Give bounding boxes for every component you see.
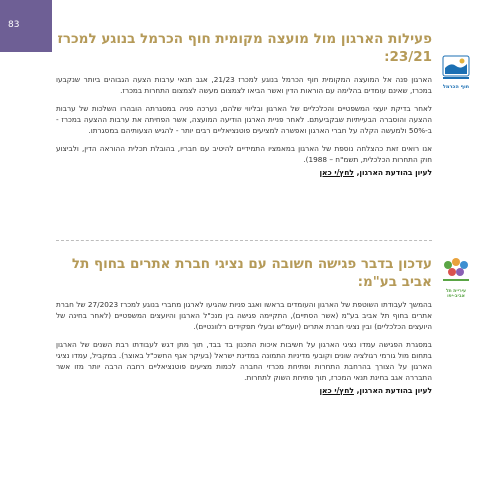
- read-more-prefix: לעיון בהודעת הארגון,: [353, 168, 432, 177]
- page-number: 83: [8, 20, 20, 30]
- article-tel-aviv-beach: [56, 255, 432, 395]
- read-more-line: [56, 168, 432, 177]
- article-paragraph: במסגרת הפגישה עמדו נציגי הארגון על חשיבות איכות התכנון בד בבד, תוך מתן דגש לעבודתו רבת השנים של הארגון בתחום מול גורמי רגולציה שונים וקובעי מדיניות התמונה במדינת ישראל (בעיקר אגף החשכ"ל באוצר). במקביל, עמדו נציגי הארגון על הצורך בהרחבת התחרות ופתיחת מכרזי החברה לכמות מציעים פוטנציאליים רחבה הרבה יותר מזו אשר התבררה אגב בחינת תנאי המכרז, תוך פתיחת השוק לתחרות.: [56, 340, 432, 382]
- article-paragraph: אנו רואים זאת כהצלחה נוספת של הארגון במאמציו התמידיים להיטיב עם חבריו, בהובלת תכלית ההוראה הדין, ולביצוע חוק התחרות הכלכלית, תשמ"ח – 1988).: [56, 144, 432, 164]
- hof-hacarmel-logo-text: חוף הכרמל: [442, 84, 470, 90]
- tel-aviv-logo-icon: [439, 255, 473, 299]
- read-more-link[interactable]: לחץ/י כאן: [319, 386, 354, 395]
- article-hof-hacarmel: [56, 30, 432, 177]
- read-more-link[interactable]: לחץ/י כאן: [319, 168, 354, 177]
- page-tab: [0, 0, 52, 52]
- article-paragraph: לאחר בדיקת יועצי המשפטיים והכלכליים של הארגון ובליווי שלהם, נערכה פניה במסגרתה הובהרו השלכות של ערבות ההצעה והוסברה הבעייתיות שבקביעתם. לאחר פניית הארגון הודיעה המועצה, אשר הפחיתה את ערבות ההצעה במכרז - ב-50% ולמעשה הקלה על חברי הארגון ואפשרה למציעים פוטנציאליים רבים יותר - להגיש הצעותיהם במסגרתו.: [56, 104, 432, 135]
- article-title: פעילות הארגון מול מועצה מקומית חוף הכרמל בנוגע למכרז 23/21:: [57, 31, 432, 65]
- read-more-line: [56, 386, 432, 395]
- read-more-prefix: לעיון בהודעת הארגון,: [353, 386, 432, 395]
- hof-hacarmel-logo-icon: [439, 52, 473, 90]
- hof-hacarmel-emblem-icon: [439, 52, 473, 80]
- article-paragraph: בהמשך לעבודתו השוטפת של הארגון והעומדים בראשו ואגב פניות שהגיעו לארגון מחברי בנוגע למכרז 27/2023 של חברת אתרים בחוף תל אביב בע"מ (אשר הסתיים), התקיימה פגישה בין מנכ"ל הארגון והיועצים המשפטיים (לאחר בחינה של היועצים הכלכליים) ובין נציגי חברת אתרים (יועמ"ש ובעלי תפקידים רלוונטיים).: [56, 300, 433, 331]
- section-divider: [56, 240, 432, 241]
- article-paragraph: הארגון פנה אל המועצה המקומית חוף הכרמל בנוגע למכרז 21/23, אגב תנאי ערבות הצעה הגבוהים ביותר שנקבעו במכרז, שאינם עומדים בהלימה עם הוראות הדין ואשר הביאו לצמצום מעשה לצמצום התחרות במכרז.: [56, 75, 432, 95]
- tel-aviv-emblem-icon: [439, 255, 473, 285]
- tel-aviv-logo-text: עיריית תל אביב-יפו: [445, 289, 467, 299]
- article-title: עדכון בדבר פגישה חשובה עם נציגי חברת אתרים בחוף תל אביב בע"מ:: [71, 256, 432, 290]
